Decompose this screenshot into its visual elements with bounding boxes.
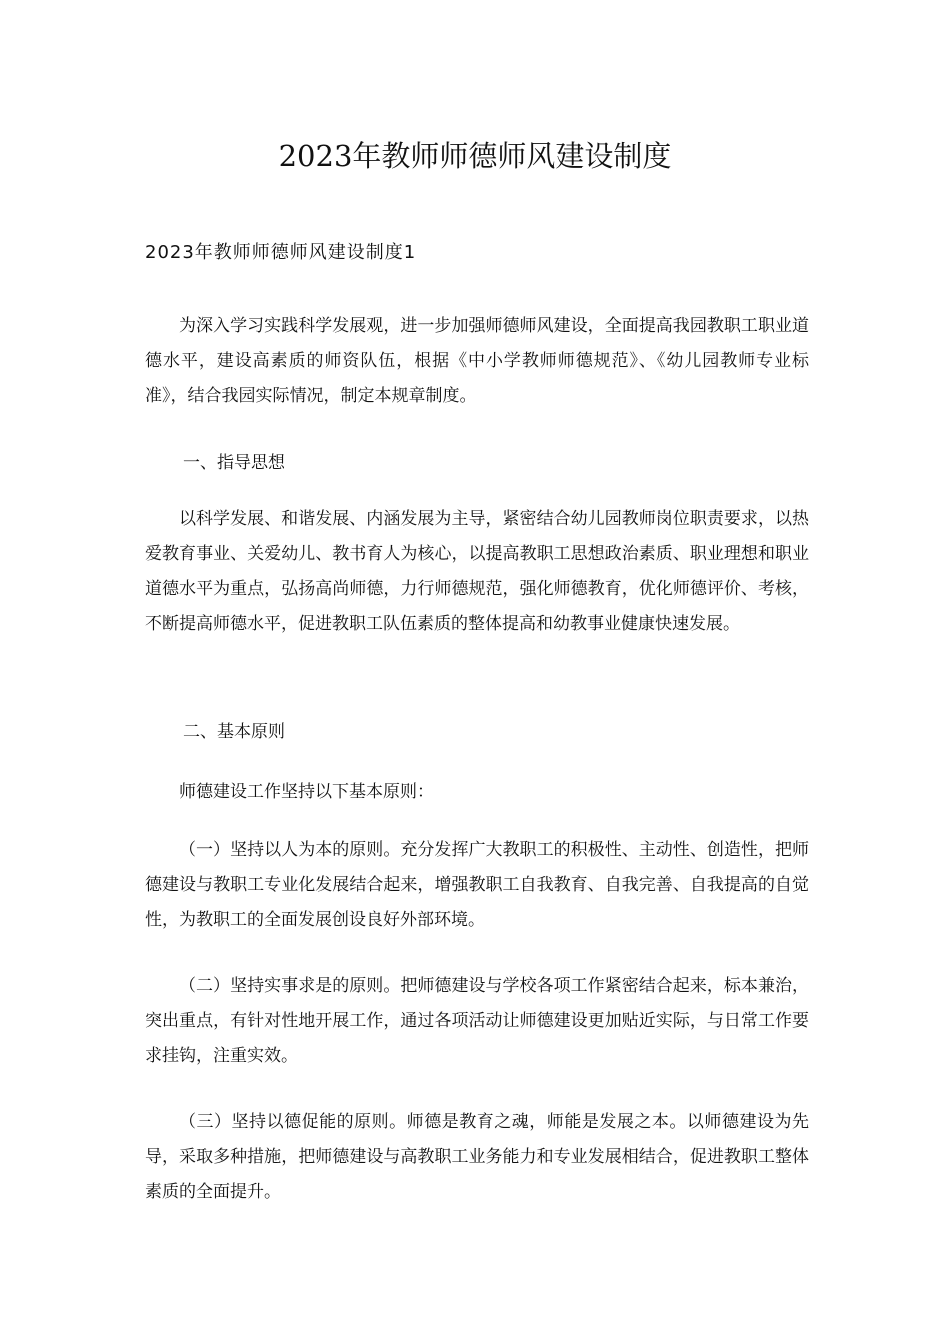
intro-paragraph: 为深入学习实践科学发展观，进一步加强师德师风建设，全面提高我园教职工职业道德水平，建设高素质的师资队伍，根据《中小学教师师德规范》、《幼儿园教师专业标准》，结合我园实际情况，制定本规章制度。 — [145, 316, 809, 406]
principle-3-paragraph: （三）坚持以德促能的原则。师德是教育之魂，师能是发展之本。以师德建设为先导，采取多种措施，把师德建设与高教职工业务能力和专业发展相结合，促进教职工整体素质的全面提升。 — [145, 1112, 809, 1202]
basic-principles-lead: 师德建设工作坚持以下基本原则： — [179, 782, 434, 802]
section-heading-guiding-ideology: 一、指导思想 — [183, 453, 285, 473]
section-heading-basic-principles: 二、基本原则 — [183, 722, 285, 742]
principle-2-paragraph: （二）坚持实事求是的原则。把师德建设与学校各项工作紧密结合起来，标本兼治，突出重点，有针对性地开展工作，通过各项活动让师德建设更加贴近实际，与日常工作要求挂钩，注重实效。 — [145, 976, 809, 1066]
document-title: 2023年教师师德师风建设制度 — [278, 139, 672, 173]
document-subtitle: 2023年教师师德师风建设制度1 — [145, 242, 417, 263]
principle-1-paragraph: （一）坚持以人为本的原则。充分发挥广大教职工的积极性、主动性、创造性，把师德建设与教职工专业化发展结合起来，增强教职工自我教育、自我完善、自我提高的自觉性，为教职工的全面发展创设良好外部环境。 — [145, 840, 809, 930]
guiding-ideology-paragraph: 以科学发展、和谐发展、内涵发展为主导，紧密结合幼儿园教师岗位职责要求，以热爱教育事业、关爱幼儿、教书育人为核心，以提高教职工思想政治素质、职业理想和职业道德水平为重点，弘扬高尚师德，力行师德规范，强化师德教育，优化师德评价、考核，不断提高师德水平，促进教职工队伍素质的整体提高和幼教事业健康快速发展。 — [145, 509, 809, 634]
